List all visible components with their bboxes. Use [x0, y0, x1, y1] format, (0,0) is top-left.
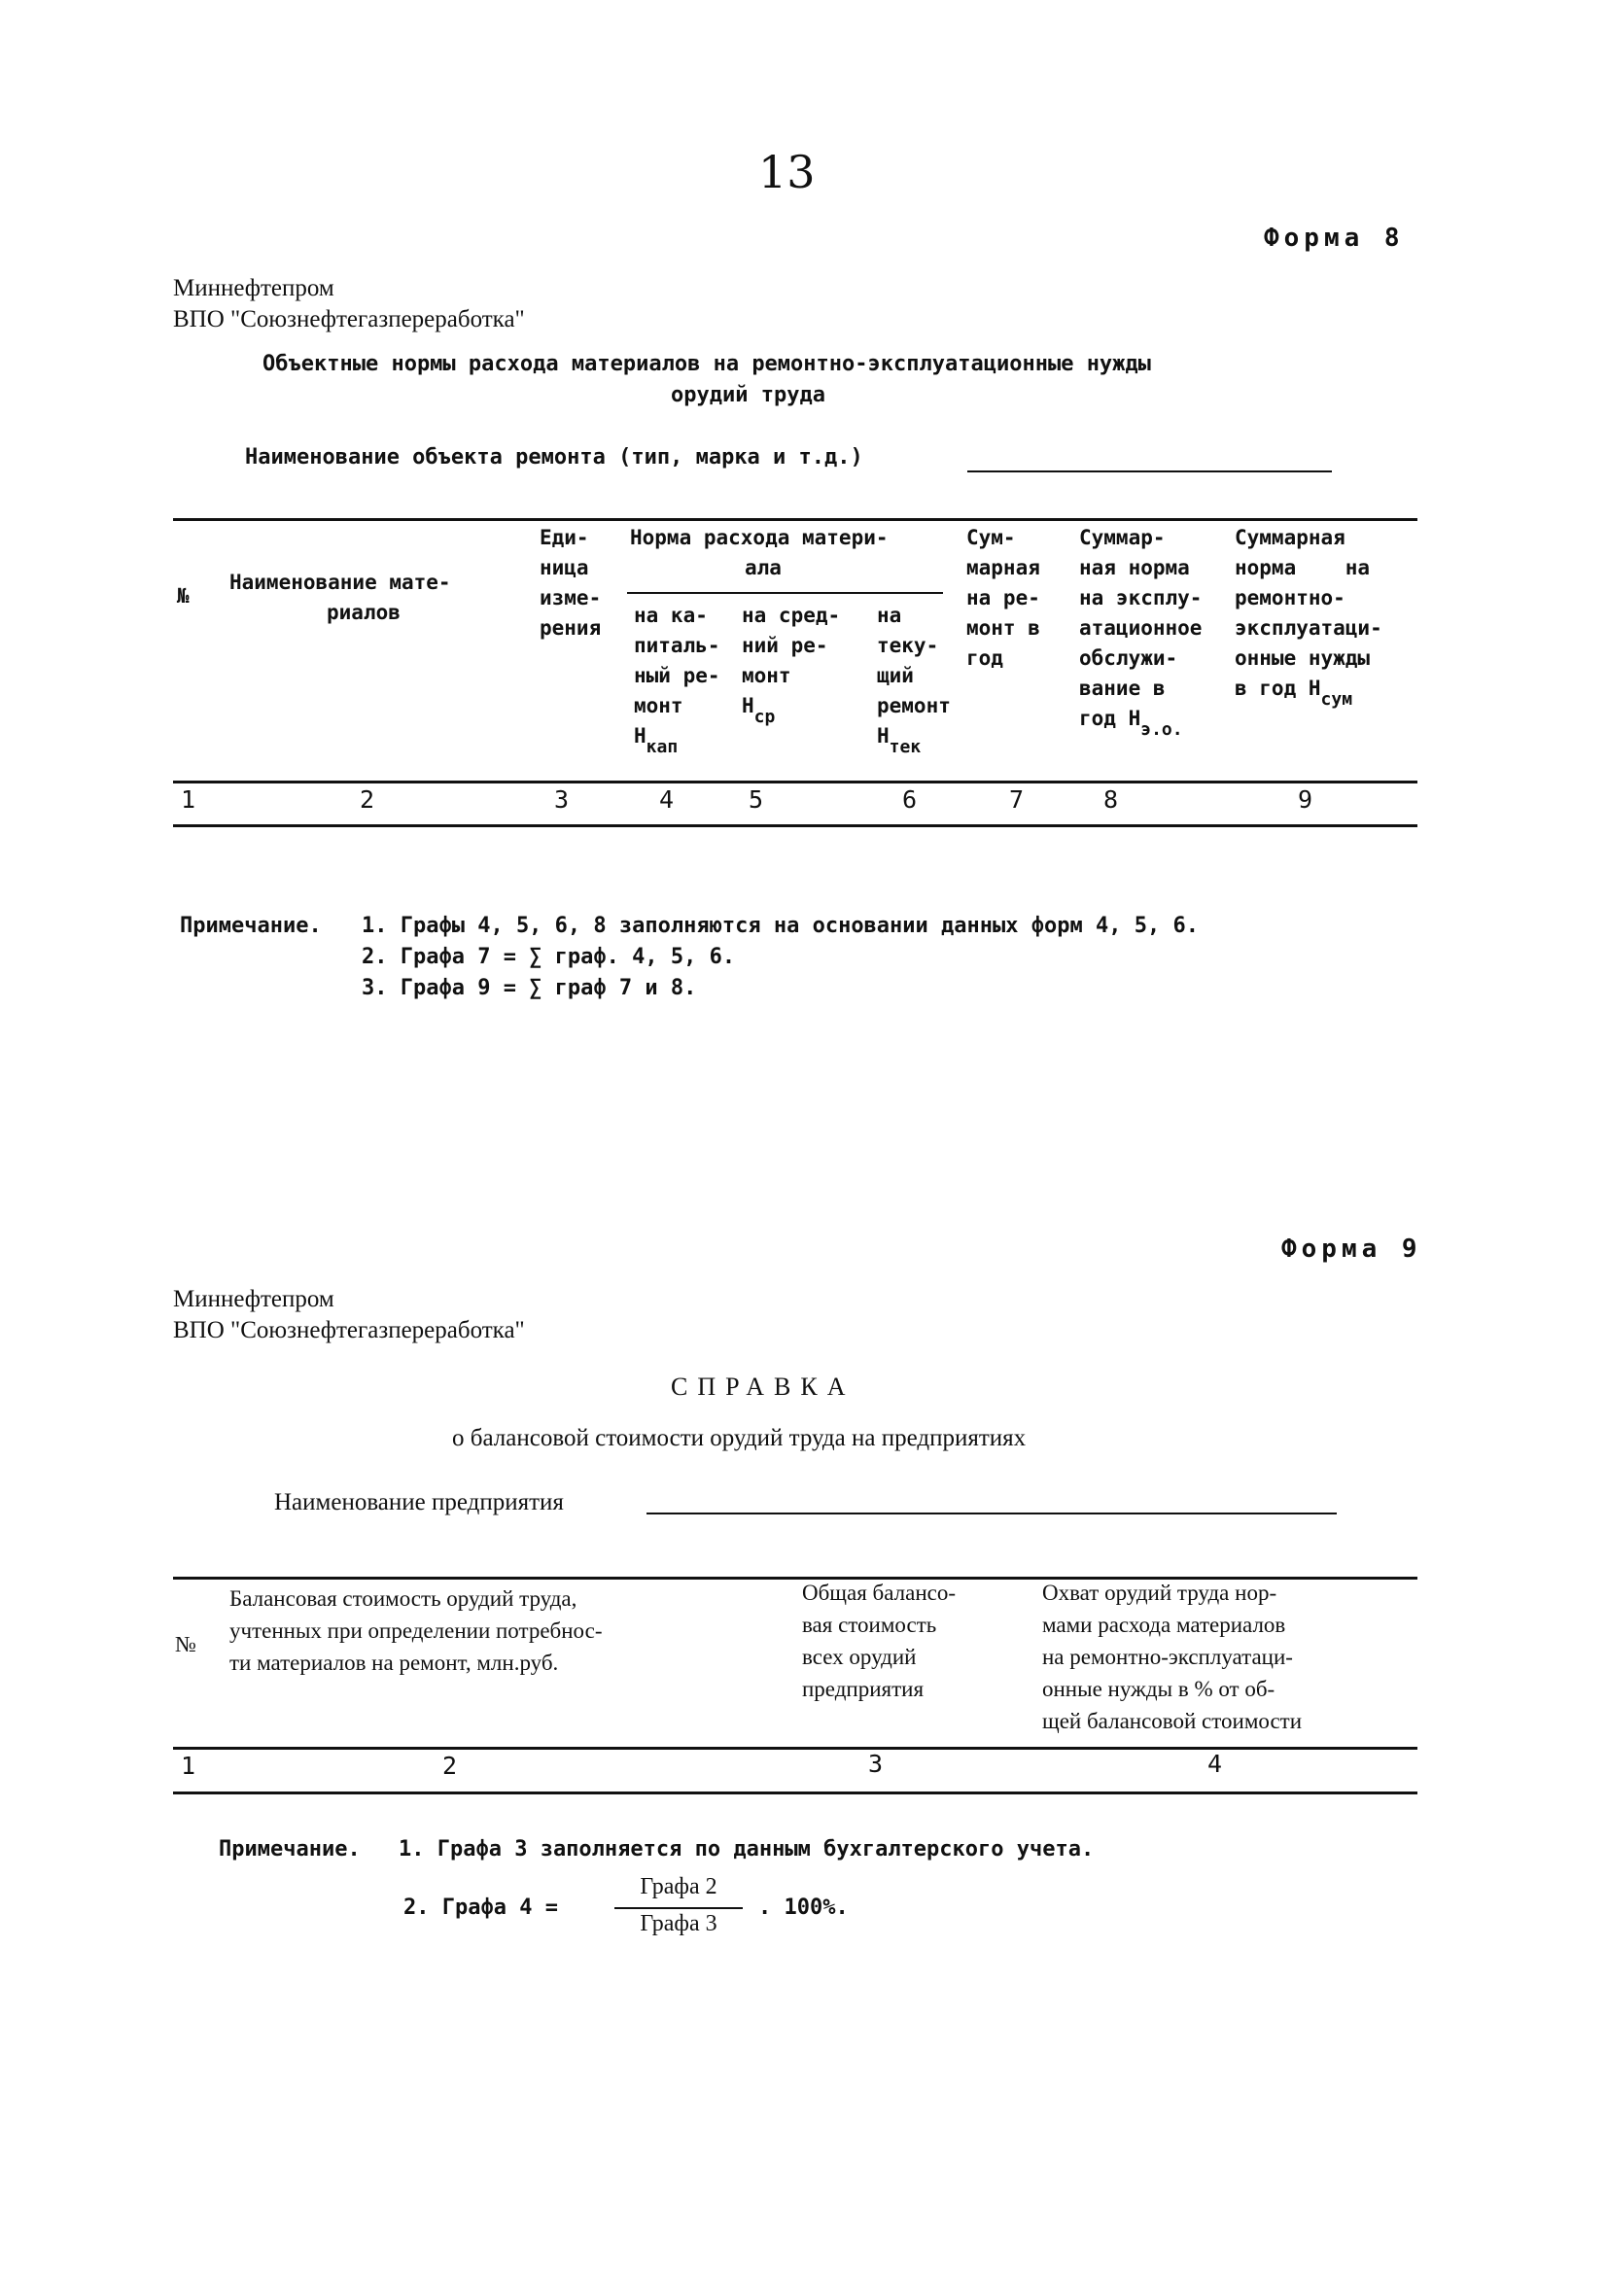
form8-title-line2: орудий труда: [671, 383, 825, 407]
form8-col5-header: [742, 601, 841, 727]
form9-col4-header-line: Охват орудий труда нор-: [1042, 1581, 1277, 1605]
form9-col4-header-line: онные нужды в % от об-: [1042, 1677, 1275, 1701]
form8-col7-header-line: монт в: [966, 616, 1040, 640]
form8-title-line1: Объектные нормы расхода материалов на ремонтно-эксплуатационные нужды: [262, 352, 1151, 376]
form9-subtitle: о балансовой стоимости орудий труда на предприятиях: [452, 1425, 1027, 1451]
form8-col6-symbol: Н: [877, 724, 890, 748]
form8-col6-header-line: щий: [877, 664, 914, 687]
form9-header-bottom-rule: [173, 1747, 1417, 1750]
form8-col7-header-line: Сум-: [966, 526, 1016, 549]
form8-colnum: 2: [360, 785, 375, 814]
form8-org-line1: Миннефтепром: [173, 275, 334, 301]
form8-col5-symbol: Н: [742, 694, 754, 717]
form8-col5-subscript: ср: [753, 707, 776, 727]
form9-org-line1: Миннефтепром: [173, 1286, 334, 1312]
form8-col4-header-line: монт: [634, 694, 683, 717]
form9-label: Форма 9: [1281, 1235, 1422, 1264]
form8-col9-subscript: сум: [1320, 689, 1353, 710]
form8-col9-header-line: норма на: [1235, 556, 1371, 579]
form8-colnum: 4: [659, 785, 675, 814]
form8-col9-header-line: ремонтно-: [1235, 586, 1345, 609]
form8-colnum: 5: [749, 785, 764, 814]
form8-col6-header-line: теку-: [877, 634, 939, 657]
form9-col3-header: [802, 1577, 956, 1705]
form8-object-label: Наименование объекта ремонта (тип, марка и т.д.): [245, 445, 863, 470]
form8-col8-symbol: Н: [1128, 707, 1141, 730]
form9-enterprise-blank[interactable]: [646, 1513, 1337, 1514]
form9-fraction-denominator: Графа 3: [640, 1911, 717, 1936]
form8-colnum: 8: [1103, 785, 1119, 814]
form9-col2-header: [229, 1583, 603, 1679]
form8-col9-symbol: Н: [1308, 677, 1321, 700]
form9-col4-header: [1042, 1577, 1302, 1737]
form9-col3-header-line: вая стоимость: [802, 1613, 937, 1637]
form9-note2-suffix: . 100%.: [758, 1896, 849, 1920]
form8-col5-header-line: монт: [742, 664, 791, 687]
form8-col8-header-line: атационное: [1079, 616, 1203, 640]
form8-group-header-line: Норма расхода матери-: [630, 526, 889, 549]
form8-colnum: 3: [554, 785, 570, 814]
form8-group-header: [630, 523, 889, 583]
form8-col8-header-line: обслужи-: [1079, 646, 1178, 670]
form8-col2-header-line: Наименование мате-: [229, 571, 451, 594]
form8-col8-subscript: э.о.: [1140, 719, 1183, 740]
form8-table-bottom-rule: [173, 824, 1417, 827]
form8-col7-header-line: на ре-: [966, 586, 1040, 609]
form9-note-label: Примечание.: [219, 1837, 361, 1861]
form8-col8-header-line: год: [1079, 707, 1116, 730]
form8-note-label: Примечание.: [180, 914, 322, 938]
form9-colnum: 3: [868, 1750, 884, 1778]
form8-col2-header: [229, 568, 451, 628]
form9-fraction-bar: [614, 1907, 743, 1909]
form8-col8-header-line: вание в: [1079, 677, 1166, 700]
form9-org-line2: ВПО "Союзнефтегазпереработка": [173, 1317, 525, 1343]
form8-col9-header: [1235, 523, 1382, 710]
form8-note2: 2. Графа 7 = ∑ граф. 4, 5, 6.: [362, 945, 736, 969]
form9-fraction-numerator: Графа 2: [640, 1874, 717, 1899]
form8-col7-header: [966, 523, 1040, 674]
form8-col1-header: №: [177, 584, 190, 608]
form9-col2-header-line: Балансовая стоимость орудий труда,: [229, 1586, 577, 1611]
form9-col2-header-line: учтенных при определении потребнос-: [229, 1618, 603, 1643]
form8-col5-header-line: на сред-: [742, 604, 841, 627]
form8-col4-symbol: Н: [634, 724, 646, 748]
page-number: 13: [758, 146, 816, 198]
form8-col4-subscript: кап: [646, 737, 679, 757]
form8-col9-header-line: Суммарная: [1235, 526, 1345, 549]
form8-object-blank[interactable]: [967, 470, 1332, 472]
form8-header-bottom-rule: [173, 781, 1417, 783]
form8-col3-header-line: Еди-: [540, 526, 589, 549]
form9-col1-header: №: [175, 1632, 196, 1656]
form8-col4-header-line: питаль-: [634, 634, 720, 657]
form9-note1: 1. Графа 3 заполняется по данным бухгалтерского учета.: [399, 1837, 1095, 1861]
form9-col4-header-line: на ремонтно-эксплуатаци-: [1042, 1645, 1293, 1669]
form8-col3-header-line: изме-: [540, 586, 602, 609]
form9-table-bottom-rule: [173, 1792, 1417, 1794]
form9-col4-header-line: щей балансовой стоимости: [1042, 1709, 1303, 1733]
form9-note2-prefix: 2. Графа 4 =: [403, 1896, 558, 1920]
form8-colnum: 9: [1298, 785, 1313, 814]
form8-col8-header-line: ная норма: [1079, 556, 1190, 579]
form9-col3-header-line: всех орудий: [802, 1645, 917, 1669]
form8-col7-header-line: марная: [966, 556, 1040, 579]
form9-col2-header-line: ти материалов на ремонт, млн.руб.: [229, 1651, 559, 1675]
form8-col6-subscript: тек: [889, 737, 922, 757]
form8-col2-header-line: риалов: [327, 601, 401, 624]
form8-col5-header-line: ний ре-: [742, 634, 828, 657]
form8-col8-header: [1079, 523, 1203, 740]
form9-colnum: 4: [1207, 1750, 1223, 1778]
form8-colnum: 6: [902, 785, 918, 814]
form9-colnum: 2: [442, 1752, 458, 1780]
form8-col4-header-line: на ка-: [634, 604, 708, 627]
form8-col8-header-line: Суммар-: [1079, 526, 1166, 549]
form8-colnum: 7: [1009, 785, 1025, 814]
form8-label: Форма 8: [1264, 224, 1405, 253]
form8-col4-header: [634, 601, 720, 757]
form8-col8-header-line: на эксплу-: [1079, 586, 1203, 609]
form8-col6-header: [877, 601, 951, 757]
form8-col6-header-line: на: [877, 604, 902, 627]
form8-col3-header-line: ница: [540, 556, 589, 579]
form8-group-header-line: ала: [745, 556, 782, 579]
form9-col3-header-line: предприятия: [802, 1677, 925, 1701]
form9-colnum: 1: [181, 1752, 196, 1780]
form9-enterprise-label: Наименование предприятия: [274, 1489, 564, 1515]
form8-table-top-rule: [173, 518, 1417, 521]
form8-col3-header: [540, 523, 601, 644]
form8-org-line2: ВПО "Союзнефтегазпереработка": [173, 306, 525, 332]
form8-colnum: 1: [181, 785, 196, 814]
form8-col6-header-line: ремонт: [877, 694, 951, 717]
form8-group-subrule: [627, 592, 943, 594]
form8-note1: 1. Графы 4, 5, 6, 8 заполняются на основании данных форм 4, 5, 6.: [362, 914, 1199, 938]
form9-col4-header-line: мами расхода материалов: [1042, 1613, 1286, 1637]
form8-note3: 3. Графа 9 = ∑ граф 7 и 8.: [362, 976, 697, 1000]
form8-col7-header-line: год: [966, 646, 1003, 670]
form8-col9-header-line: онные нужды: [1235, 646, 1371, 670]
form9-title: СПРАВКА: [671, 1373, 856, 1401]
form8-col9-header-line: эксплуатаци-: [1235, 616, 1382, 640]
form8-col9-header-line: в год: [1235, 677, 1297, 700]
form9-col3-header-line: Общая балансо-: [802, 1581, 957, 1605]
form8-col3-header-line: рения: [540, 616, 602, 640]
form8-col4-header-line: ный ре-: [634, 664, 720, 687]
